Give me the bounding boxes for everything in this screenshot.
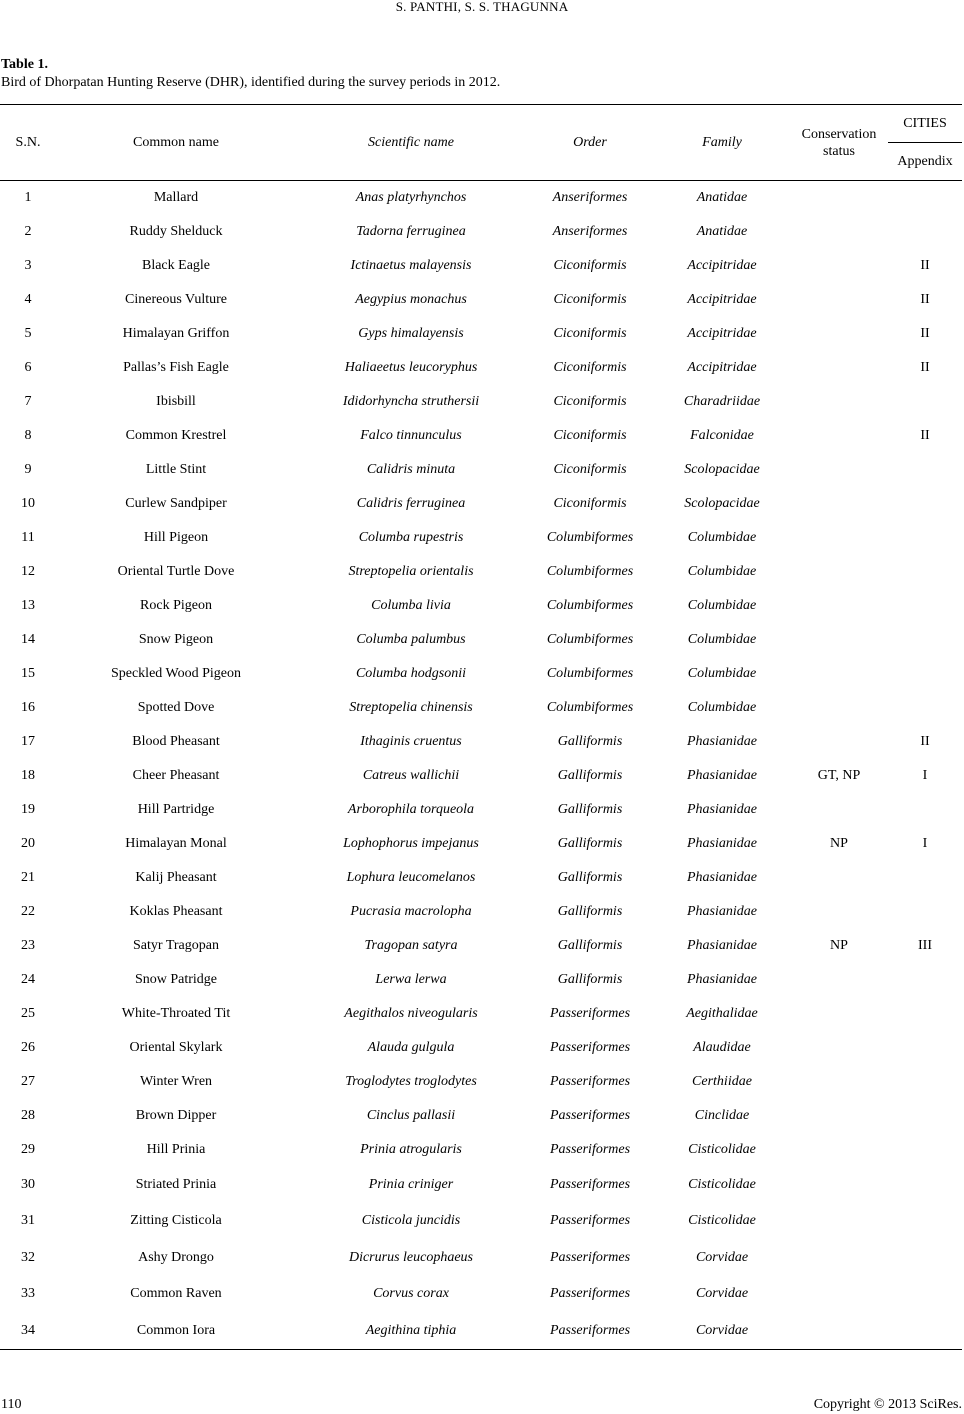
row-scientific-name: Cinclus pallasii <box>366 1107 456 1123</box>
row-cities-appendix <box>888 691 962 725</box>
table-row <box>0 1276 962 1313</box>
row-common-name: Winter Wren <box>139 1073 213 1089</box>
row-common-name: Mallard <box>153 189 199 205</box>
row-order: Ciconiformis <box>553 495 627 511</box>
row-cities-appendix <box>888 1099 962 1133</box>
row-family: Charadriidae <box>683 393 761 409</box>
row-conservation-status <box>790 1065 888 1099</box>
row-cities-appendix: II <box>920 359 930 375</box>
row-scientific-name: Columba palumbus <box>356 631 466 647</box>
row-sn: 3 <box>24 257 32 273</box>
row-cities-appendix <box>888 1240 962 1277</box>
row-common-name: Hill Pigeon <box>143 529 209 545</box>
row-cities-appendix <box>888 555 962 589</box>
table-caption-text: Bird of Dhorpatan Hunting Reserve (DHR), identified during the survey periods in 2012. <box>1 75 501 90</box>
row-sn: 28 <box>21 1107 35 1123</box>
row-order: Galliformis <box>557 767 623 783</box>
row-common-name: Ibisbill <box>156 393 196 409</box>
row-conservation-status <box>790 861 888 895</box>
row-scientific-name: Calidris ferruginea <box>356 495 466 511</box>
row-order: Ciconiformis <box>553 291 627 307</box>
row-conservation-status <box>790 691 888 725</box>
row-common-name: Pallas’s Fish Eagle <box>123 359 229 375</box>
header-order: Order <box>526 105 654 181</box>
row-sn: 21 <box>21 869 35 885</box>
row-order: Passeriformes <box>549 1286 631 1302</box>
table-row <box>0 283 962 317</box>
row-order: Anseriformes <box>552 189 628 205</box>
row-sn: 19 <box>21 801 35 817</box>
table-row <box>0 453 962 487</box>
row-sn: 27 <box>21 1073 35 1089</box>
row-common-name: Spotted Dove <box>137 699 215 715</box>
row-sn: 14 <box>21 631 35 647</box>
row-conservation-status <box>790 1203 888 1240</box>
row-cities-appendix <box>888 1167 962 1204</box>
row-order: Galliformis <box>557 733 623 749</box>
row-cities-appendix <box>888 1065 962 1099</box>
row-order: Passeriformes <box>549 1005 631 1021</box>
row-sn: 13 <box>21 597 35 613</box>
row-order: Galliformis <box>557 903 623 919</box>
row-family: Phasianidae <box>687 971 757 987</box>
row-cities-appendix: I <box>922 767 928 783</box>
row-cities-appendix <box>888 1203 962 1240</box>
row-family: Phasianidae <box>687 903 757 919</box>
row-order: Galliformis <box>557 835 623 851</box>
row-scientific-name: Columba livia <box>371 597 451 613</box>
row-common-name: Black Eagle <box>141 257 211 273</box>
row-cities-appendix <box>888 1276 962 1313</box>
row-sn: 1 <box>24 189 32 205</box>
row-conservation-status <box>790 725 888 759</box>
header-sn: S.N. <box>0 105 56 181</box>
row-cities-appendix <box>888 181 962 215</box>
row-order: Columbiformes <box>546 699 634 715</box>
row-scientific-name: Aegithalos niveogularis <box>344 1005 478 1021</box>
bird-table <box>0 104 962 1350</box>
header-conservation-status: Conservation status <box>790 105 888 181</box>
row-sn: 30 <box>21 1176 35 1192</box>
row-conservation-status <box>790 317 888 351</box>
table-row <box>0 691 962 725</box>
row-common-name: Cinereous Vulture <box>125 291 227 307</box>
row-common-name: Common Krestrel <box>125 427 227 443</box>
row-cities-appendix <box>888 215 962 249</box>
row-scientific-name: Falco tinnunculus <box>360 427 462 443</box>
row-common-name: Koklas Pheasant <box>129 903 223 919</box>
row-conservation-status <box>790 1313 888 1350</box>
row-sn: 11 <box>21 529 35 545</box>
row-common-name: Rock Pigeon <box>140 597 212 613</box>
table-row <box>0 419 962 453</box>
table-row <box>0 589 962 623</box>
row-family: Aegithalidae <box>686 1005 758 1021</box>
table-row <box>0 555 962 589</box>
row-family: Phasianidae <box>687 767 757 783</box>
row-cities-appendix: II <box>920 325 930 341</box>
row-order: Passeriformes <box>549 1107 631 1123</box>
row-common-name: Oriental Skylark <box>129 1039 223 1055</box>
row-scientific-name: Lerwa lerwa <box>375 971 447 987</box>
row-conservation-status <box>790 895 888 929</box>
row-family: Accipitridae <box>687 359 757 375</box>
table-row <box>0 1313 962 1350</box>
row-sn: 4 <box>24 291 32 307</box>
row-order: Passeriformes <box>526 1313 654 1350</box>
row-order: Galliformis <box>557 937 623 953</box>
row-family: Phasianidae <box>687 733 757 749</box>
row-cities-appendix <box>888 895 962 929</box>
table-row <box>0 215 962 249</box>
row-sn: 22 <box>21 903 35 919</box>
row-scientific-name: Arborophila torqueola <box>347 801 475 817</box>
row-common-name: Himalayan Monal <box>125 835 227 851</box>
row-common-name: Satyr Tragopan <box>133 937 219 953</box>
row-conservation-status <box>790 657 888 691</box>
row-family: Certhiidae <box>692 1073 752 1089</box>
row-cities-appendix <box>888 521 962 555</box>
table-row <box>0 1031 962 1065</box>
row-common-name: Zitting Cisticola <box>130 1213 222 1229</box>
row-conservation-status <box>790 1133 888 1167</box>
row-order: Columbiformes <box>546 631 634 647</box>
table-row <box>0 963 962 997</box>
table-row <box>0 827 962 861</box>
row-common-name: Ashy Drongo <box>138 1249 214 1265</box>
row-family: Phasianidae <box>687 937 757 953</box>
row-cities-appendix: II <box>920 427 930 443</box>
row-scientific-name: Alauda gulgula <box>367 1039 455 1055</box>
row-order: Ciconiformis <box>553 427 627 443</box>
row-sn: 31 <box>21 1213 35 1229</box>
row-family: Cinclidae <box>694 1107 750 1123</box>
row-sn: 10 <box>21 495 35 511</box>
table-row <box>0 385 962 419</box>
row-cities-appendix <box>888 1031 962 1065</box>
row-family: Anatidae <box>696 223 748 239</box>
row-common-name: Speckled Wood Pigeon <box>110 665 242 681</box>
row-conservation-status <box>790 555 888 589</box>
table-body <box>0 181 962 1350</box>
row-order: Passeriformes <box>549 1141 631 1157</box>
table-row <box>0 351 962 385</box>
row-sn: 7 <box>24 393 32 409</box>
row-conservation-status: GT, NP <box>817 767 861 783</box>
row-family: Corvidae <box>695 1249 749 1265</box>
row-common-name: Curlew Sandpiper <box>125 495 227 511</box>
table-row <box>0 997 962 1031</box>
table-row <box>0 1203 962 1240</box>
table-row <box>0 623 962 657</box>
row-scientific-name: Ictinaetus malayensis <box>350 257 472 273</box>
row-order: Ciconiformis <box>553 393 627 409</box>
row-common-name: Striated Prinia <box>135 1176 217 1192</box>
row-scientific-name: Catreus wallichii <box>362 767 460 783</box>
row-cities-appendix <box>888 1133 962 1167</box>
table-row <box>0 657 962 691</box>
table-row <box>0 929 962 963</box>
table-row <box>0 249 962 283</box>
row-cities-appendix: III <box>918 937 932 953</box>
row-sn: 2 <box>24 223 32 239</box>
row-order: Passeriformes <box>549 1073 631 1089</box>
row-sn: 12 <box>21 563 35 579</box>
page-number: 110 <box>1 1397 22 1412</box>
row-conservation-status <box>790 997 888 1031</box>
header-cities: CITIES <box>888 105 962 143</box>
header-family: Family <box>654 105 790 181</box>
row-conservation-status <box>790 1276 888 1313</box>
table-row <box>0 759 962 793</box>
row-common-name: Cheer Pheasant <box>132 767 220 783</box>
row-family: Columbidae <box>687 597 757 613</box>
row-scientific-name: Troglodytes troglodytes <box>345 1073 477 1089</box>
table-row <box>0 1240 962 1277</box>
row-order: Galliformis <box>557 869 623 885</box>
table-row <box>0 1099 962 1133</box>
row-scientific-name: Pucrasia macrolopha <box>350 903 472 919</box>
row-cities-appendix <box>888 963 962 997</box>
row-order: Ciconiformis <box>553 325 627 341</box>
row-conservation-status <box>790 1240 888 1277</box>
row-order: Passeriformes <box>549 1176 631 1192</box>
table-row <box>0 1065 962 1099</box>
row-conservation-status <box>790 487 888 521</box>
row-sn: 25 <box>21 1005 35 1021</box>
row-sn: 8 <box>24 427 32 443</box>
running-head: S. PANTHI, S. S. THAGUNNA <box>395 0 569 14</box>
row-family: Alaudidae <box>693 1039 751 1055</box>
row-family: Corvidae <box>654 1313 790 1350</box>
row-family: Columbidae <box>687 563 757 579</box>
table-row <box>0 861 962 895</box>
row-scientific-name: Tadorna ferruginea <box>356 223 466 239</box>
row-family: Accipitridae <box>687 325 757 341</box>
row-cities-appendix <box>888 657 962 691</box>
row-common-name: Snow Patridge <box>134 971 218 987</box>
row-common-name: Common Raven <box>130 1286 222 1302</box>
table-row <box>0 521 962 555</box>
row-common-name: Snow Pigeon <box>138 631 214 647</box>
row-sn: 5 <box>24 325 32 341</box>
row-conservation-status: NP <box>830 835 848 851</box>
header-appendix: Appendix <box>888 143 962 181</box>
row-conservation-status <box>790 249 888 283</box>
row-order: Ciconiformis <box>553 461 627 477</box>
row-conservation-status <box>790 1167 888 1204</box>
table-row <box>0 793 962 827</box>
row-conservation-status <box>790 215 888 249</box>
row-conservation-status <box>790 623 888 657</box>
row-cities-appendix: II <box>920 291 930 307</box>
row-conservation-status <box>790 351 888 385</box>
row-cities-appendix <box>888 487 962 521</box>
row-family: Cisticolidae <box>688 1213 756 1229</box>
row-common-name: White-Throated Tit <box>121 1005 231 1021</box>
header-scientific-name: Scientific name <box>296 105 526 181</box>
row-cities-appendix <box>888 589 962 623</box>
row-scientific-name: Dicrurus leucophaeus <box>348 1249 474 1265</box>
row-sn: 23 <box>21 937 35 953</box>
row-scientific-name: Anas platyrhynchos <box>355 189 467 205</box>
row-conservation-status <box>790 453 888 487</box>
row-cities-appendix <box>888 385 962 419</box>
row-conservation-status <box>790 793 888 827</box>
row-order: Columbiformes <box>546 665 634 681</box>
row-order: Passeriformes <box>549 1213 631 1229</box>
row-order: Galliformis <box>557 801 623 817</box>
row-sn: 15 <box>21 665 35 681</box>
table-row <box>0 487 962 521</box>
row-sn: 16 <box>21 699 35 715</box>
table-row <box>0 1167 962 1204</box>
row-family: Falconidae <box>690 427 754 443</box>
row-conservation-status <box>790 963 888 997</box>
row-family: Columbidae <box>687 631 757 647</box>
row-family: Columbidae <box>687 529 757 545</box>
row-common-name: Blood Pheasant <box>132 733 220 749</box>
row-order: Columbiformes <box>546 597 634 613</box>
row-sn: 26 <box>21 1039 35 1055</box>
row-conservation-status <box>790 589 888 623</box>
row-conservation-status <box>790 283 888 317</box>
row-family: Columbidae <box>687 699 757 715</box>
table-row <box>0 725 962 759</box>
row-sn: 29 <box>21 1141 35 1157</box>
row-scientific-name: Calidris minuta <box>366 461 456 477</box>
row-scientific-name: Lophophorus impejanus <box>343 835 479 851</box>
table-row <box>0 895 962 929</box>
row-family: Corvidae <box>695 1286 749 1302</box>
row-sn: 33 <box>21 1286 35 1302</box>
row-family: Cisticolidae <box>688 1176 756 1192</box>
row-cities-appendix <box>888 623 962 657</box>
row-common-name: Kalij Pheasant <box>135 869 217 885</box>
row-sn: 18 <box>21 767 35 783</box>
row-family: Phasianidae <box>687 869 757 885</box>
row-family: Scolopacidae <box>684 495 760 511</box>
copyright-notice: Copyright © 2013 SciRes. <box>813 1397 962 1412</box>
row-order: Passeriformes <box>549 1249 631 1265</box>
row-sn: 20 <box>21 835 35 851</box>
row-scientific-name: Streptopelia orientalis <box>348 563 474 579</box>
row-scientific-name: Aegithina tiphia <box>296 1313 526 1350</box>
row-family: Phasianidae <box>687 835 757 851</box>
row-conservation-status <box>790 521 888 555</box>
row-order: Galliformis <box>557 971 623 987</box>
row-family: Accipitridae <box>687 291 757 307</box>
row-scientific-name: Cisticola juncidis <box>361 1213 461 1229</box>
row-order: Columbiformes <box>546 529 634 545</box>
row-family: Scolopacidae <box>684 461 760 477</box>
row-cities-appendix: II <box>920 733 930 749</box>
row-conservation-status: NP <box>830 937 848 953</box>
row-conservation-status <box>790 1099 888 1133</box>
header-common-name: Common name <box>56 105 296 181</box>
row-cities-appendix <box>888 793 962 827</box>
row-scientific-name: Gyps himalayensis <box>358 325 464 341</box>
row-common-name: Little Stint <box>145 461 207 477</box>
row-order: Ciconiformis <box>553 257 627 273</box>
row-family: Phasianidae <box>687 801 757 817</box>
row-scientific-name: Streptopelia chinensis <box>349 699 473 715</box>
row-sn: 24 <box>21 971 35 987</box>
row-sn: 9 <box>24 461 32 477</box>
row-order: Columbiformes <box>546 563 634 579</box>
row-common-name: Himalayan Griffon <box>122 325 230 341</box>
row-cities-appendix <box>888 1313 962 1350</box>
row-scientific-name: Corvus corax <box>373 1286 449 1302</box>
row-conservation-status <box>790 385 888 419</box>
row-common-name: Oriental Turtle Dove <box>117 563 235 579</box>
row-family: Anatidae <box>696 189 748 205</box>
row-sn: 32 <box>21 1249 35 1265</box>
row-common-name: Brown Dipper <box>135 1107 217 1123</box>
row-scientific-name: Ithaginis cruentus <box>360 733 462 749</box>
table-row <box>0 1133 962 1167</box>
row-scientific-name: Tragopan satyra <box>364 937 458 953</box>
row-common-name: Ruddy Shelduck <box>129 223 223 239</box>
row-order: Anseriformes <box>552 223 628 239</box>
row-sn: 6 <box>24 359 32 375</box>
row-family: Accipitridae <box>687 257 757 273</box>
row-scientific-name: Columba rupestris <box>358 529 464 545</box>
table-caption-label: Table 1. <box>1 57 48 72</box>
row-order: Ciconiformis <box>553 359 627 375</box>
row-conservation-status <box>790 1031 888 1065</box>
row-family: Cisticolidae <box>688 1141 756 1157</box>
row-cities-appendix <box>888 453 962 487</box>
row-scientific-name: Prinia criniger <box>368 1176 454 1192</box>
row-cities-appendix <box>888 997 962 1031</box>
row-scientific-name: Aegypius monachus <box>355 291 467 307</box>
row-scientific-name: Ididorhyncha struthersii <box>342 393 480 409</box>
table-header <box>0 105 962 181</box>
row-cities-appendix: II <box>920 257 930 273</box>
table-row <box>0 181 962 215</box>
row-conservation-status <box>790 419 888 453</box>
row-common-name: Hill Prinia <box>146 1141 206 1157</box>
row-common-name: Hill Partridge <box>137 801 215 817</box>
row-scientific-name: Lophura leucomelanos <box>346 869 476 885</box>
row-cities-appendix <box>888 861 962 895</box>
row-order: Passeriformes <box>549 1039 631 1055</box>
row-common-name: Common Iora <box>56 1313 296 1350</box>
row-sn: 17 <box>21 733 35 749</box>
row-scientific-name: Prinia atrogularis <box>360 1141 462 1157</box>
table-row <box>0 317 962 351</box>
row-scientific-name: Haliaeetus leucoryphus <box>344 359 478 375</box>
row-conservation-status <box>790 181 888 215</box>
row-sn: 34 <box>0 1313 56 1350</box>
row-family: Columbidae <box>687 665 757 681</box>
row-scientific-name: Columba hodgsonii <box>355 665 467 681</box>
row-cities-appendix: I <box>922 835 928 851</box>
